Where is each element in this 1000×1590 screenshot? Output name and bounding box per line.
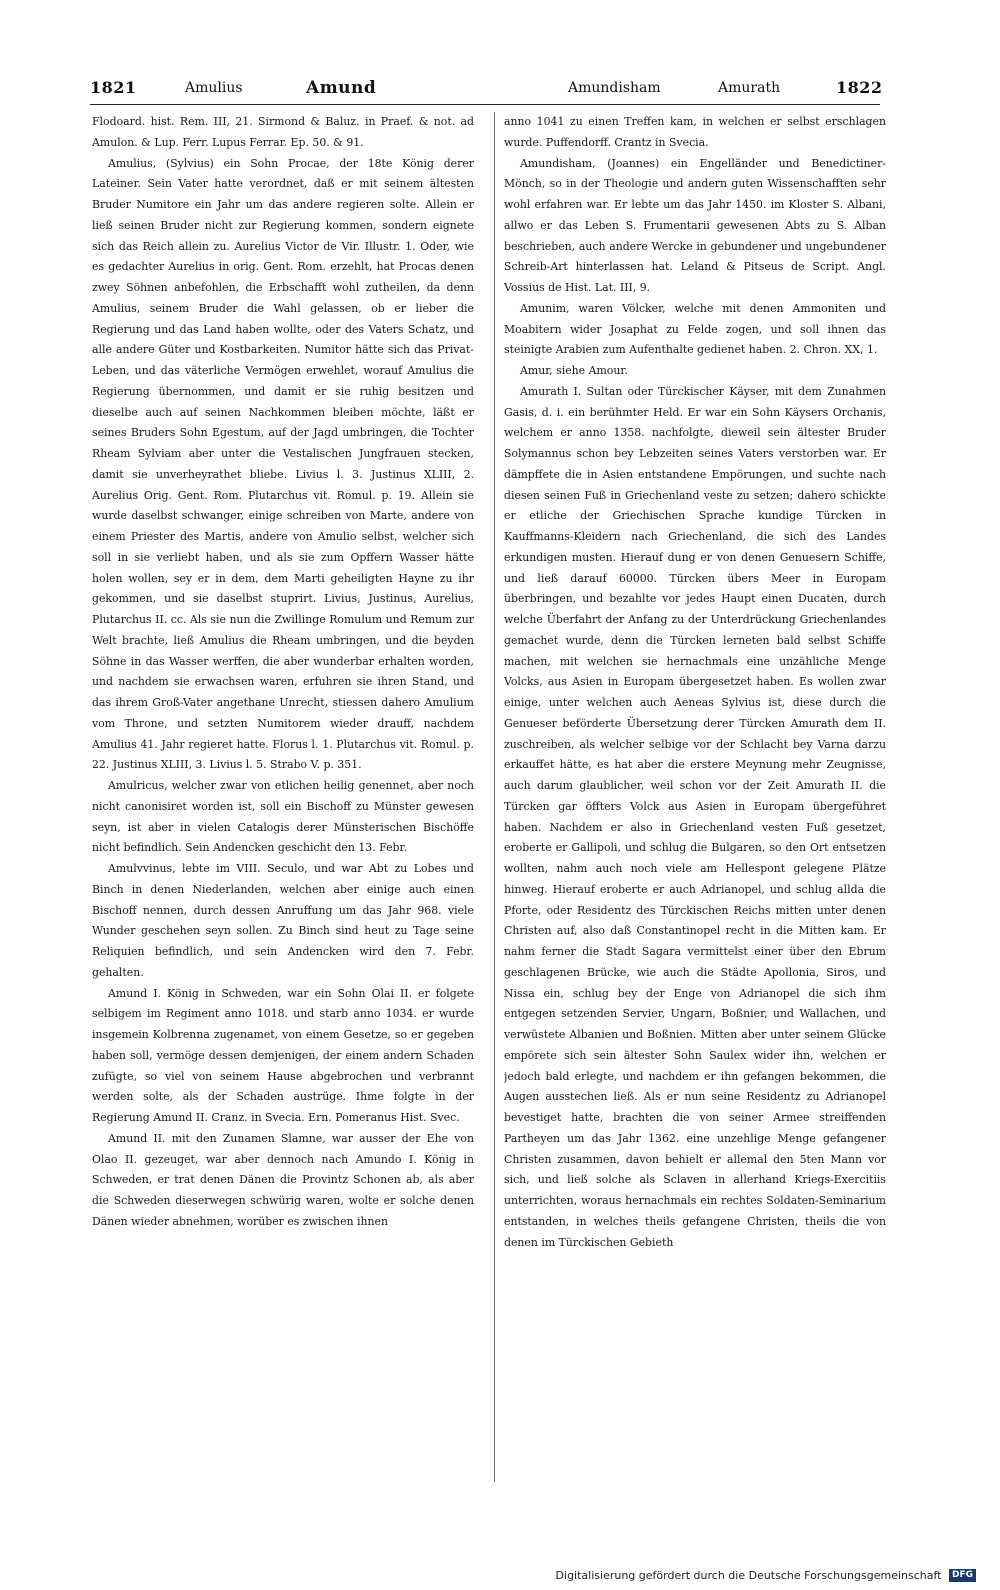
- left-column: [92, 112, 474, 1482]
- column-divider: [494, 112, 495, 1482]
- right-page-number: 1822: [836, 78, 883, 97]
- entry-amunim: Amunim, waren Völcker, welche mit denen Ammoniten und Moabitern wider Josaphat zu Felde zogen, und soll ihnen das steinigte Arabien zum Aufenthalte gedienet haben. 2. Chron. XX, 1.: [504, 301, 886, 357]
- right-running-head-1: Amundisham: [568, 80, 661, 96]
- credit-text: Digitalisierung gefördert durch die Deutsche Forschungsgemeinschaft: [555, 1568, 942, 1582]
- right-column: [504, 112, 886, 1482]
- page-header: [90, 78, 883, 110]
- entry-amundisham: Amundisham, (Joannes) ein Engelländer und Benedictiner-Mönch, so in der Theologie und andern guten Wissenschafften sehr wohl erfahren war. Er lebte um das Jahr 1450. im Kloster S. Albani, allwo er das Leben S. Frumentarii gewesenen Abts zu S. Alban beschrieben, auch andere Wercke in gebundener und ungebundener Schreib-Art hinterlassen hat. Leland & Pitseus de Script. Angl. Vossius de Hist. Lat. III, 9.: [504, 156, 886, 294]
- entry-amulvvinus: Amulvvinus, lebte im VIII. Seculo, und war Abt zu Lobes und Binch in denen Niederlanden, welchen aber einige auch einen Bischoff nennen, durch dessen Anruffung um das Jahr 968. viele Wunder geschehen seyn sollen. Zu Binch sind heut zu Tage seine Reliquien befindlich, und sein Andencken wird den 7. Febr. gehalten.: [92, 862, 474, 979]
- entry-amulricus: Amulricus, welcher zwar von etlichen heilig genennet, aber noch nicht canonisiret worden ist, soll ein Bischoff zu Münster gewesen seyn, ist aber in vielen Catalogis derer Münsterischen Bischöffe nicht befindlich. Sein Andencken geschicht den 13. Febr.: [92, 779, 474, 855]
- left-page-number: 1821: [90, 78, 137, 97]
- entry-amund-ii: Amund II. mit den Zunamen Slamne, war ausser der Ehe von Olao II. gezeuget, war aber dennoch nach Amundo I. König in Schweden, er trat denen Dänen die Provintz Schonen ab, als aber die Schweden dieserwegen schwürig waren, wolte er solche denen Dänen wieder abnehmen, worüber es zwischen ihnen: [92, 1131, 474, 1228]
- right-running-head-2: Amurath: [718, 80, 781, 96]
- entry-amur: Amur, siehe Amour.: [520, 364, 628, 377]
- left-running-head-1: Amulius: [185, 80, 243, 96]
- header-rule: [90, 104, 880, 105]
- entry-flodoard-continuation: Flodoard. hist. Rem. III, 21. Sirmond & Baluz. in Praef. & not. ad Amulon. & Lup. Ferr. Lupus Ferrar. Ep. 50. & 91.: [92, 115, 474, 149]
- entry-amulius: Amulius, (Sylvius) ein Sohn Procae, der 18te König derer Lateiner. Sein Vater hatte verordnet, daß er mit seinem ältesten Bruder Numitore ein Jahr um das andere regieren solte. Allein er ließ seinen Bruder nicht zur Regierung kommen, sondern eignete sich das Reich allein zu. Aurelius Victor de Vir. Illustr. 1. Oder, wie es gedachter Aurelius in orig. Gent. Rom. erzehlt, hat Procas denen zwey Söhnen anbefohlen, die Erbschafft wohl zutheilen, da denn Amulius, seinem Bruder die Wahl gelassen, ob er lieber die Regierung und das Land haben wollte, oder des Vaters Schatz, und alle andere Güter und Kostbarkeiten. Numitor hätte sich das Privat-Leben, und das väterliche Vermögen erwehlet, worauf Amulius die Regierung übernommen, und damit er sie ruhig besitzen und dieselbe auch auf seinen Nachkommen bleiben möchte, läßt er seines Bruders Sohn Egestum, auf der Jagd umbringen, die Tochter Rheam Sylviam aber unter die Vestalischen Jungfrauen stecken, damit sie unverheyrathet bliebe. Livius l. 3. Justinus XLIII, 2. Aurelius Orig. Gent. Rom. Plutarchus vit. Romul. p. 19. Allein sie wurde daselbst schwanger, einige schreiben von Marte, andere von einem Priester des Martis, andere von Amulio selbst, welcher sich soll in sie verliebt haben, und als sie zum Opffern Wasser hätte holen wollen, sey er in dem, dem Marti geheiligten Hayne zu ihr gekommen, und sie daselbst stuprirt. Livius, Justinus, Aurelius, Plutarchus II. cc. Als sie nun die Zwillinge Romulum und Remum zur Welt brachte, ließ Amulius die Rheam umbringen, und die beyden Söhne in das Wasser werffen, die aber wunderbar erhalten worden, und nachdem sie erwachsen waren, erfuhren sie ihren Stand, und das ihrem Groß-Vater angethane Unrecht, stiessen dahero Amulium vom Throne, und setzten Numitorem wieder drauff, nachdem Amulius 41. Jahr regieret hatte. Florus l. 1. Plutarchus vit. Romul. p. 22. Justinus XLIII, 3. Livius l. 5. Strabo V. p. 351.: [92, 156, 474, 772]
- left-running-head-2: Amund: [306, 78, 377, 98]
- dfg-logo: DFG: [949, 1569, 976, 1582]
- entry-amurath-i: Amurath I. Sultan oder Türckischer Käyser, mit dem Zunahmen Gasis, d. i. ein berühmter Held. Er war ein Sohn Käysers Orchanis, welchem er anno 1358. nachfolgte, dieweil sein ältester Bruder Solymannus schon bey Lebzeiten seines Vaters verstorben war. Er dämpffete die in Asien entstandene Empörungen, und suchte nach diesen seinen Fuß in Griechenland veste zu setzen; dahero schickte er etliche der Griechischen Sprache kundige Türcken in Kauffmanns-Kleidern nach Griechenland, die sich des Landes erkundigen musten. Hierauf dung er von denen Genuesern Schiffe, und ließ darauf 60000. Türcken übers Meer in Europam überbringen, und bezahlte vor jedes Haupt einen Ducaten, durch welche Überfahrt der Anfang zu der Unterdrückung Griechenlandes gemachet wurde, denn die Türcken lerneten bald selbst Schiffe machen, mit welchen sie hernachmals eine unzähliche Menge Volcks, aus Asien in Europam übergesetzet haben. Es wollen zwar einige, unter welchen auch Aeneas Sylvius ist, diese durch die Genueser beförderte Übersetzung derer Türcken Amurath dem II. zuschreiben, als welcher selbige vor der Schlacht bey Varna darzu erkauffet hätte, es hat aber die erstere Meynung mehr Zeugnisse, auch darum glaublicher, weil schon vor der Zeit Amurath II. die Türcken gar öffters Volck aus Asien in Europam übergeführet haben. Nachdem er also in Griechenland vesten Fuß gesetzet, eroberte er Gallipoli, und schlug die Bulgaren, so den Ort entsetzen wollten, nahm auch noch viele am Hellespont gelegene Plätze hinweg. Hierauf eroberte er auch Adrianopel, und schlug allda die Pforte, oder Residentz des Türckischen Reichs mitten unter denen Christen auf, also daß Constantinopel recht in die Mitten kam. Er nahm ferner die Stadt Sagara vermittelst einer über den Ebrum geschlagenen Brücke, wie auch die Städte Apollonia, Siros, und Nissa ein, schlug bey der Enge von Adrianopel die sich ihm entgegen setzenden Servier, Ungarn, Boßnier, und Wallachen, und verwüstete Albanien und Boßnien. Mitten aber unter seinem Glücke empörete sich sein ältester Sohn Saulex wider ihn, welchen er jedoch bald erlegte, und nachdem er ihn gefangen bekommen, die Augen ausstechen ließ. Als er nun seine Residentz zu Adrianopel bevestiget hatte, brachten die von seiner Armee streiffenden Partheyen um das Jahr 1362. eine unzehlige Menge gefangener Christen zusammen, davon behielt er allemal den 5ten Mann vor sich, und ließ solche als Sclaven in allerhand Kriegs-Exercitiis unterrichten, woraus hernachmals ein rechtes Soldaten-Seminarium entstanden, in welches theils gefangene Christen, theils die von denen im Türckischen Gebieth: [504, 384, 886, 1249]
- entry-amund-ii-continuation: anno 1041 zu einen Treffen kam, in welchen er selbst erschlagen wurde. Puffendorff. Crantz in Svecia.: [504, 115, 886, 149]
- entry-amund-i: Amund I. König in Schweden, war ein Sohn Olai II. er folgete selbigem im Regiment anno 1018. und starb anno 1034. er wurde insgemein Kolbrenna zugenamet, von einem Gesetze, so er gegeben haben soll, vermöge dessen demjenigen, der einem andern Schaden zufügte, so viel von seinem Hause abgebrochen und verbrannt werden solte, als der Schaden austrüge. Ihme folgte in der Regierung Amund II. Cranz. in Svecia. Ern. Pomeranus Hist. Svec.: [92, 986, 474, 1124]
- digitization-credit: [556, 1569, 976, 1583]
